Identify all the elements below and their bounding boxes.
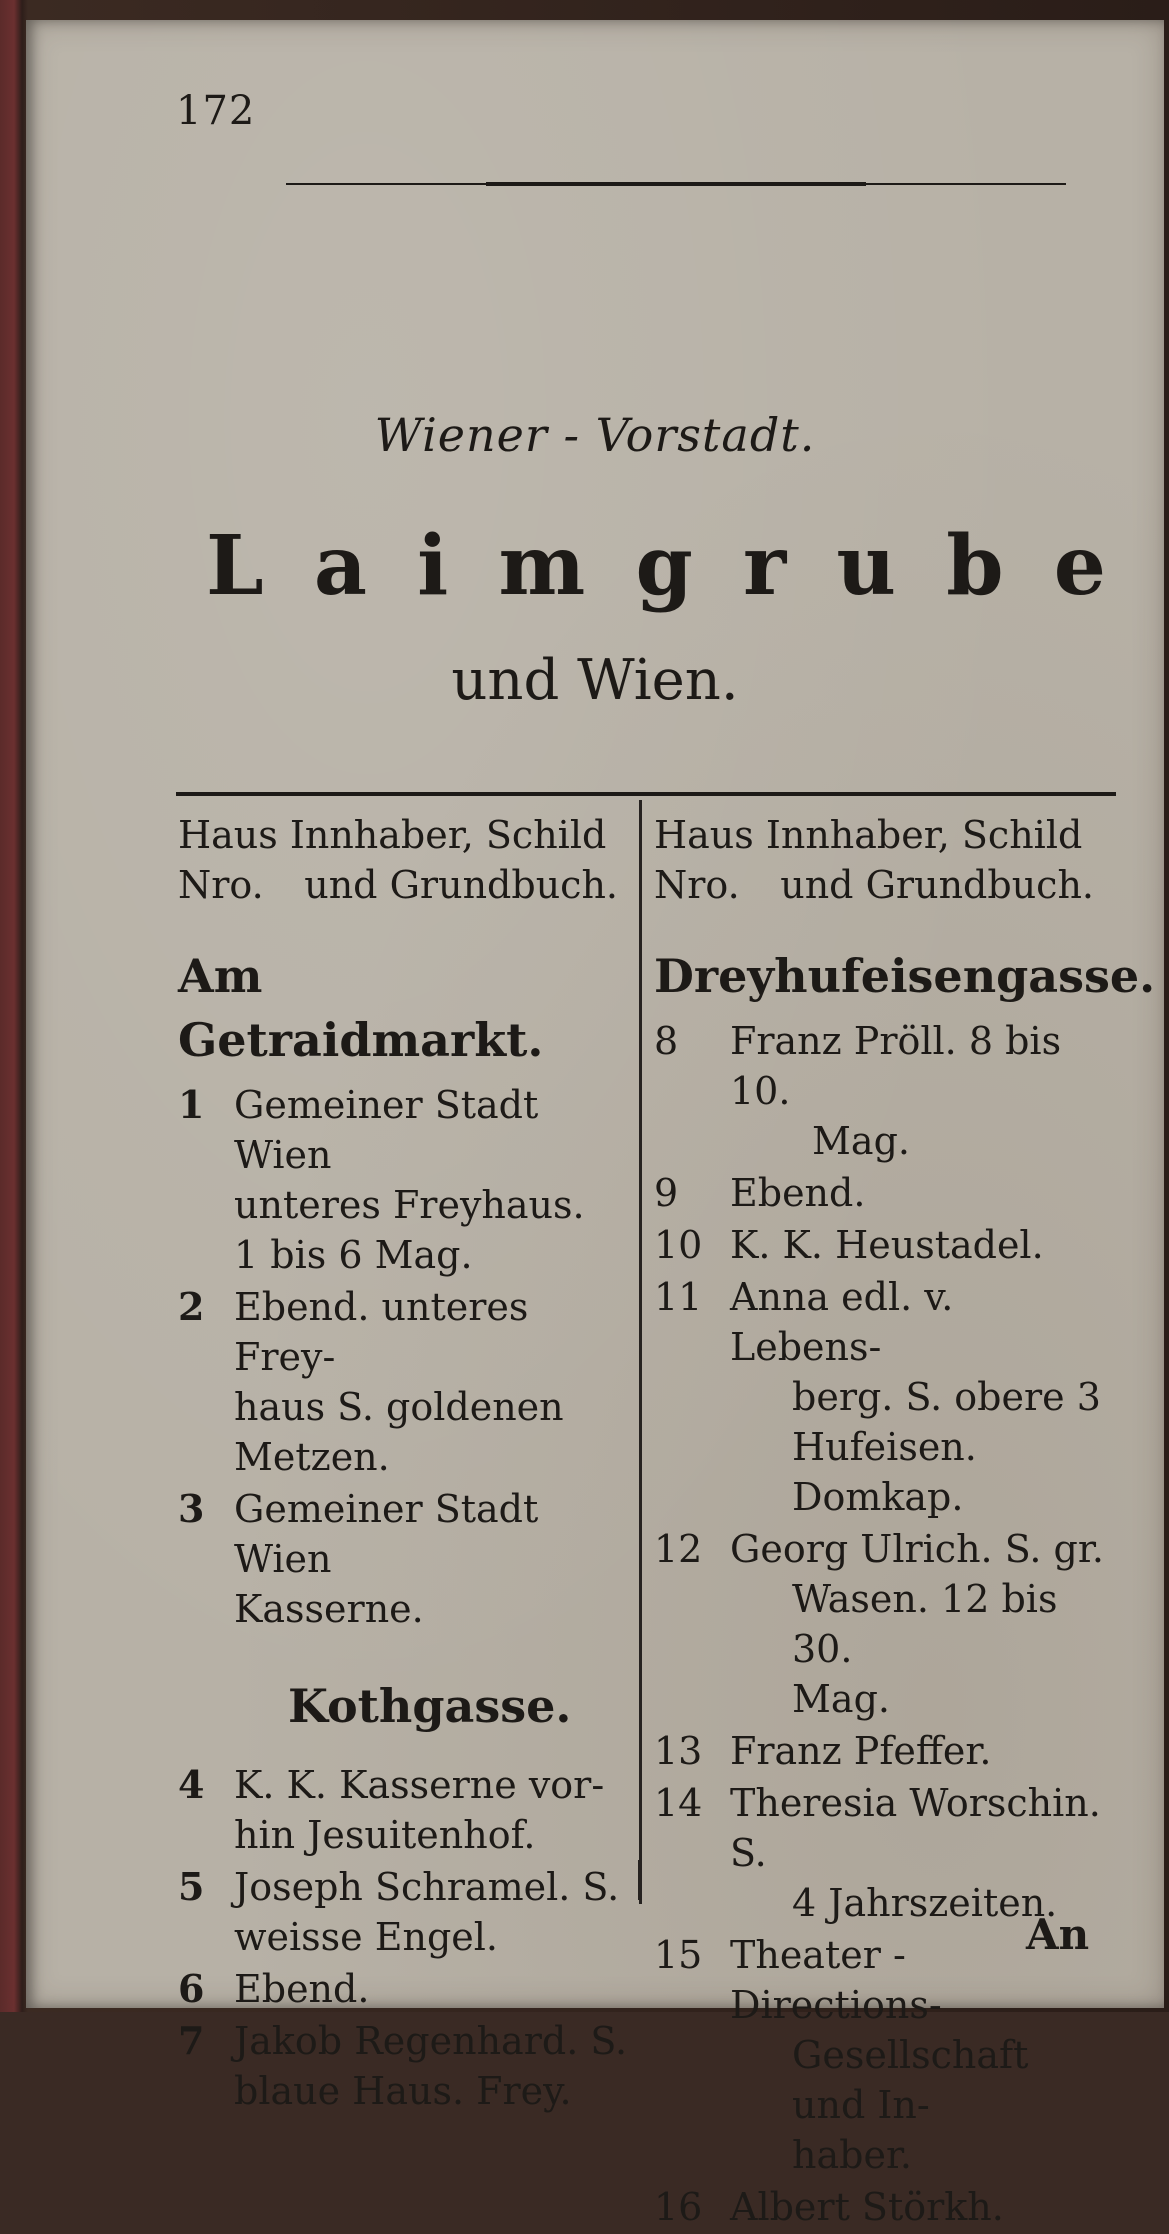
column-header-grundbuch: und Grundbuch. <box>780 863 1094 907</box>
house-number: 3 <box>178 1486 205 1531</box>
column-end-mark <box>638 1860 641 1900</box>
column-header-nro: Nro. <box>178 863 264 907</box>
entry-line: berg. S. obere 3 <box>792 1375 1101 1419</box>
entry-line: Ebend. <box>730 1171 866 1215</box>
entry-line: unteres Freyhaus. <box>234 1183 585 1227</box>
column-divider <box>639 800 642 1904</box>
house-number: 9 <box>654 1171 679 1215</box>
house-number: 8 <box>654 1019 679 1063</box>
title-letter: b <box>946 518 1004 614</box>
book-page <box>26 20 1164 2229</box>
street-heading: Am Getraidmarkt. <box>178 949 544 1067</box>
house-number: 6 <box>178 1966 205 2011</box>
list-item <box>654 1220 1104 1270</box>
title-letter: u <box>836 518 897 614</box>
entry-line: Gemeiner Stadt Wien <box>234 1487 539 1581</box>
list-item <box>178 1282 628 1482</box>
catchword: An <box>1026 1910 1090 1959</box>
entry-line: K. K. Kasserne vor- <box>234 1763 605 1807</box>
list-item <box>654 1016 1104 1166</box>
list-item <box>178 1862 628 1962</box>
house-number: 2 <box>178 1284 205 1329</box>
title-letter: L <box>206 518 264 614</box>
entry-line: haus S. goldenen <box>234 1385 564 1429</box>
title-letter: i <box>417 518 449 614</box>
entry-text <box>722 2182 1104 2232</box>
house-number: 16 <box>654 2185 703 2229</box>
title-letter: e <box>1053 518 1106 614</box>
house-number: 4 <box>178 1762 205 1807</box>
running-head: Wiener - Vorstadt. <box>374 408 816 462</box>
entry-line: Franz Pröll. 8 bis 10. <box>730 1019 1062 1113</box>
list-item <box>178 1484 628 1634</box>
entry-line: Gemeiner Stadt Wien <box>234 1083 539 1177</box>
title-letter: r <box>743 518 787 614</box>
list-item <box>654 1168 1104 1218</box>
entry-text <box>226 1964 628 2014</box>
entry-line: Hufeisen. Domkap. <box>792 1425 977 1519</box>
entry-text <box>722 1930 1104 2180</box>
column-header-grundbuch: und Grundbuch. <box>304 863 618 907</box>
page-title <box>206 518 1106 614</box>
list-item <box>654 1778 1104 1928</box>
house-number: 10 <box>654 1223 703 1267</box>
entry-text <box>226 2016 628 2116</box>
entry-line: 4 Jahrszeiten. <box>792 1881 1058 1925</box>
page-number: 172 <box>176 88 256 134</box>
entry-text <box>722 1220 1104 1270</box>
house-number: 11 <box>654 1275 703 1319</box>
list-item <box>654 1524 1104 1724</box>
entry-line: hin Jesuitenhof. <box>234 1813 536 1857</box>
column-header-nro: Nro. <box>654 863 740 907</box>
entry-line: Theresia Worschin. S. <box>730 1781 1101 1875</box>
list-item <box>178 2016 628 2116</box>
entry-line: Anna edl. v. Lebens- <box>730 1275 954 1369</box>
entry-line: blaue Haus. Frey. <box>234 2069 572 2113</box>
title-letter: g <box>635 518 693 614</box>
entry-text <box>722 1016 1104 1166</box>
list-item <box>178 1080 628 1280</box>
entry-text <box>722 1168 1104 1218</box>
list-item <box>178 1964 628 2014</box>
right-column <box>654 810 1156 2234</box>
entry-line: weisse Engel. <box>234 1915 498 1959</box>
entry-line: Theater - Directions- <box>730 1933 942 2027</box>
entry-line: Wasen. 12 bis 30. <box>792 1577 1058 1671</box>
column-header-line1: Haus Innhaber, Schild <box>654 813 1083 857</box>
house-number: 14 <box>654 1781 703 1825</box>
list-item <box>654 1272 1104 1522</box>
house-number: 13 <box>654 1729 703 1773</box>
house-number: 7 <box>178 2018 205 2063</box>
entry-line: Mag. <box>812 1119 910 1163</box>
entry-text <box>722 1272 1104 1522</box>
entry-line: 1 bis 6 Mag. <box>234 1233 473 1277</box>
entry-text <box>226 1484 628 1634</box>
street-heading: Kothgasse. <box>288 1679 572 1733</box>
list-item <box>178 1760 628 1860</box>
entry-text <box>722 1524 1104 1724</box>
entry-line: Georg Ulrich. S. gr. <box>730 1527 1104 1571</box>
entry-text <box>226 1282 628 1482</box>
entry-line: Kasserne. <box>234 1587 424 1631</box>
entry-text <box>226 1760 628 1860</box>
entry-text <box>226 1080 628 1280</box>
column-header-line2 <box>178 860 628 910</box>
list-item <box>654 1726 1104 1776</box>
entry-line: Joseph Schramel. S. <box>234 1865 620 1909</box>
column-header-line1: Haus Innhaber, Schild <box>178 813 607 857</box>
entry-text <box>722 1726 1104 1776</box>
entry-line: Jakob Regenhard. S. <box>234 2019 628 2063</box>
house-number: 5 <box>178 1864 205 1909</box>
left-column <box>178 810 628 2118</box>
column-header <box>654 810 1104 910</box>
list-item <box>654 1930 1104 2180</box>
list-item <box>654 2182 1104 2232</box>
header-rule <box>176 792 1116 796</box>
entry-line: Albert Störkh. <box>730 2185 1004 2229</box>
house-number: 1 <box>178 1082 205 1127</box>
house-number: 12 <box>654 1527 703 1571</box>
street-heading: Dreyhufeisengasse. <box>654 949 1156 1003</box>
entry-text <box>226 1862 628 1962</box>
page-subtitle: und Wien. <box>451 648 739 713</box>
entry-line: haber. <box>792 2133 913 2177</box>
entry-line: Metzen. <box>234 1435 390 1479</box>
entry-line: Gesellschaft und In- <box>792 2033 1029 2127</box>
entry-text <box>722 1778 1104 1928</box>
entry-line: Ebend. unteres Frey- <box>234 1285 529 1379</box>
entry-line: Mag. <box>792 1677 890 1721</box>
entry-line: K. K. Heustadel. <box>730 1223 1044 1267</box>
title-letter: a <box>313 518 367 614</box>
entry-line: Ebend. <box>234 1967 370 2011</box>
title-letter: m <box>498 518 586 614</box>
entry-line: Franz Pfeffer. <box>730 1729 992 1773</box>
column-header-line2 <box>654 860 1104 910</box>
ornamental-rule <box>286 180 1066 186</box>
house-number: 15 <box>654 1933 703 1977</box>
column-header <box>178 810 628 910</box>
